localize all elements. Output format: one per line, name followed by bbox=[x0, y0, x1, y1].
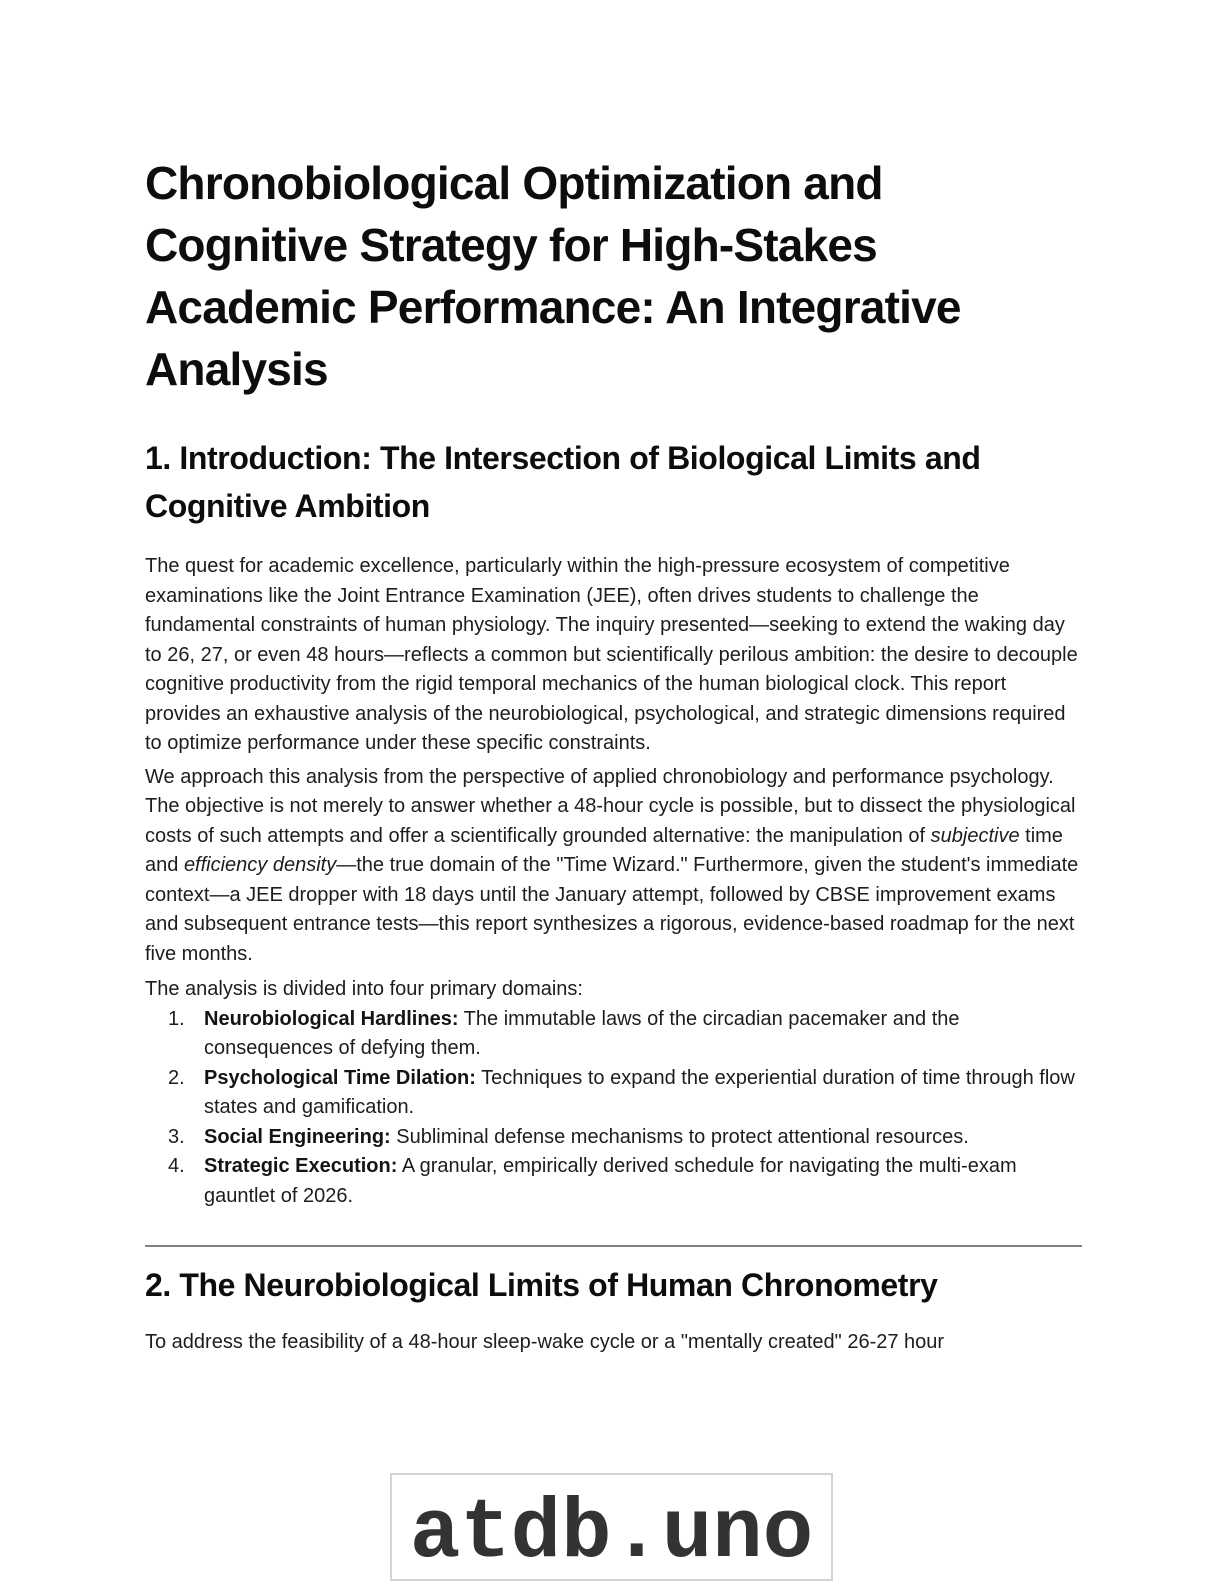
list-item-text bbox=[204, 1123, 1082, 1153]
list-item-text bbox=[204, 1005, 1082, 1064]
paragraph-segment-italic: efficiency density bbox=[183, 854, 337, 876]
list-item-strategic-execution bbox=[145, 1152, 1082, 1211]
list-item-number: 4. bbox=[168, 1155, 185, 1177]
list-item-number: 3. bbox=[168, 1125, 185, 1148]
watermark-box bbox=[390, 1473, 833, 1581]
list-item-label: Neurobiological Hardlines: bbox=[204, 1007, 459, 1030]
list-item-number: 2. bbox=[168, 1066, 185, 1089]
list-item-body: Techniques to expand the experiential duration of time through flow states and gamification. bbox=[204, 1066, 1075, 1118]
paragraph-segment: We approach this analysis from the perspective of applied chronobiology and performance psychology. The objective is not merely to answer whether a 48-hour cycle is possible, but to dissect the physiological costs of such attempts and offer a scientifically grounded alternative: the manipulation of bbox=[145, 765, 1076, 847]
list-item-label: Strategic Execution: bbox=[204, 1155, 398, 1177]
section1-paragraph-3: The analysis is divided into four primary domains: bbox=[145, 978, 583, 1000]
list-item-psychological-time-dilation bbox=[145, 1064, 1082, 1123]
section1-paragraph-2 bbox=[145, 763, 1082, 970]
paragraph-segment: time and bbox=[145, 824, 1063, 876]
section2-heading: 2. The Neurobiological Limits of Human Chronometry bbox=[145, 1267, 938, 1303]
paragraph-segment: —the true domain of the "Time Wizard." Furthermore, given the student's immediate context—a JEE dropper with 18 days until the January attempt, followed by CBSE improvement exams and subsequent entrance tests—this report synthesizes a rigorous, evidence-based roadmap for the next five months. bbox=[145, 854, 1079, 965]
list-item-social-engineering bbox=[145, 1123, 1082, 1153]
section-divider bbox=[145, 1245, 1082, 1247]
watermark-text: atdb.uno bbox=[409, 1487, 814, 1583]
paragraph-segment-italic: subjective bbox=[930, 824, 1020, 847]
list-item-text bbox=[204, 1064, 1082, 1123]
section1-heading: 1. Introduction: The Intersection of Biological Limits and Cognitive Ambition bbox=[145, 440, 981, 524]
list-item-text bbox=[204, 1152, 1082, 1211]
section2-paragraph-1: To address the feasibility of a 48-hour sleep-wake cycle or a "mentally created" 26-27 hour bbox=[145, 1331, 945, 1353]
list-item-label: Psychological Time Dilation: bbox=[204, 1066, 476, 1089]
list-item-label: Social Engineering: bbox=[204, 1125, 391, 1148]
document-title: Chronobiological Optimization and Cognitive Strategy for High-Stakes Academic Performance: An Integrative Analysis bbox=[145, 157, 961, 395]
document-content bbox=[145, 0, 1082, 1358]
list-item-body: The immutable laws of the circadian pacemaker and the consequences of defying them. bbox=[204, 1007, 960, 1059]
list-item-number: 1. bbox=[168, 1007, 185, 1030]
list-item-body: Subliminal defense mechanisms to protect attentional resources. bbox=[390, 1125, 969, 1148]
domain-list bbox=[145, 1005, 1082, 1212]
list-item-neurobiological-hardlines bbox=[145, 1005, 1082, 1064]
list-item-body: A granular, empirically derived schedule for navigating the multi-exam gauntlet of 2026. bbox=[204, 1155, 1017, 1207]
section1-paragraph-1: The quest for academic excellence, particularly within the high-pressure ecosystem of competitive examinations like the Joint Entrance Examination (JEE), often drives students to challenge the fundamental constraints of human physiology. The inquiry presented—seeking to extend the waking day to 26, 27, or even 48 hours—reflects a common but scientifically perilous ambition: the desire to decouple cognitive productivity from the rigid temporal mechanics of the human biological clock. This report provides an exhaustive analysis of the neurobiological, psychological, and strategic dimensions required to optimize performance under these specific constraints. bbox=[145, 555, 1078, 754]
